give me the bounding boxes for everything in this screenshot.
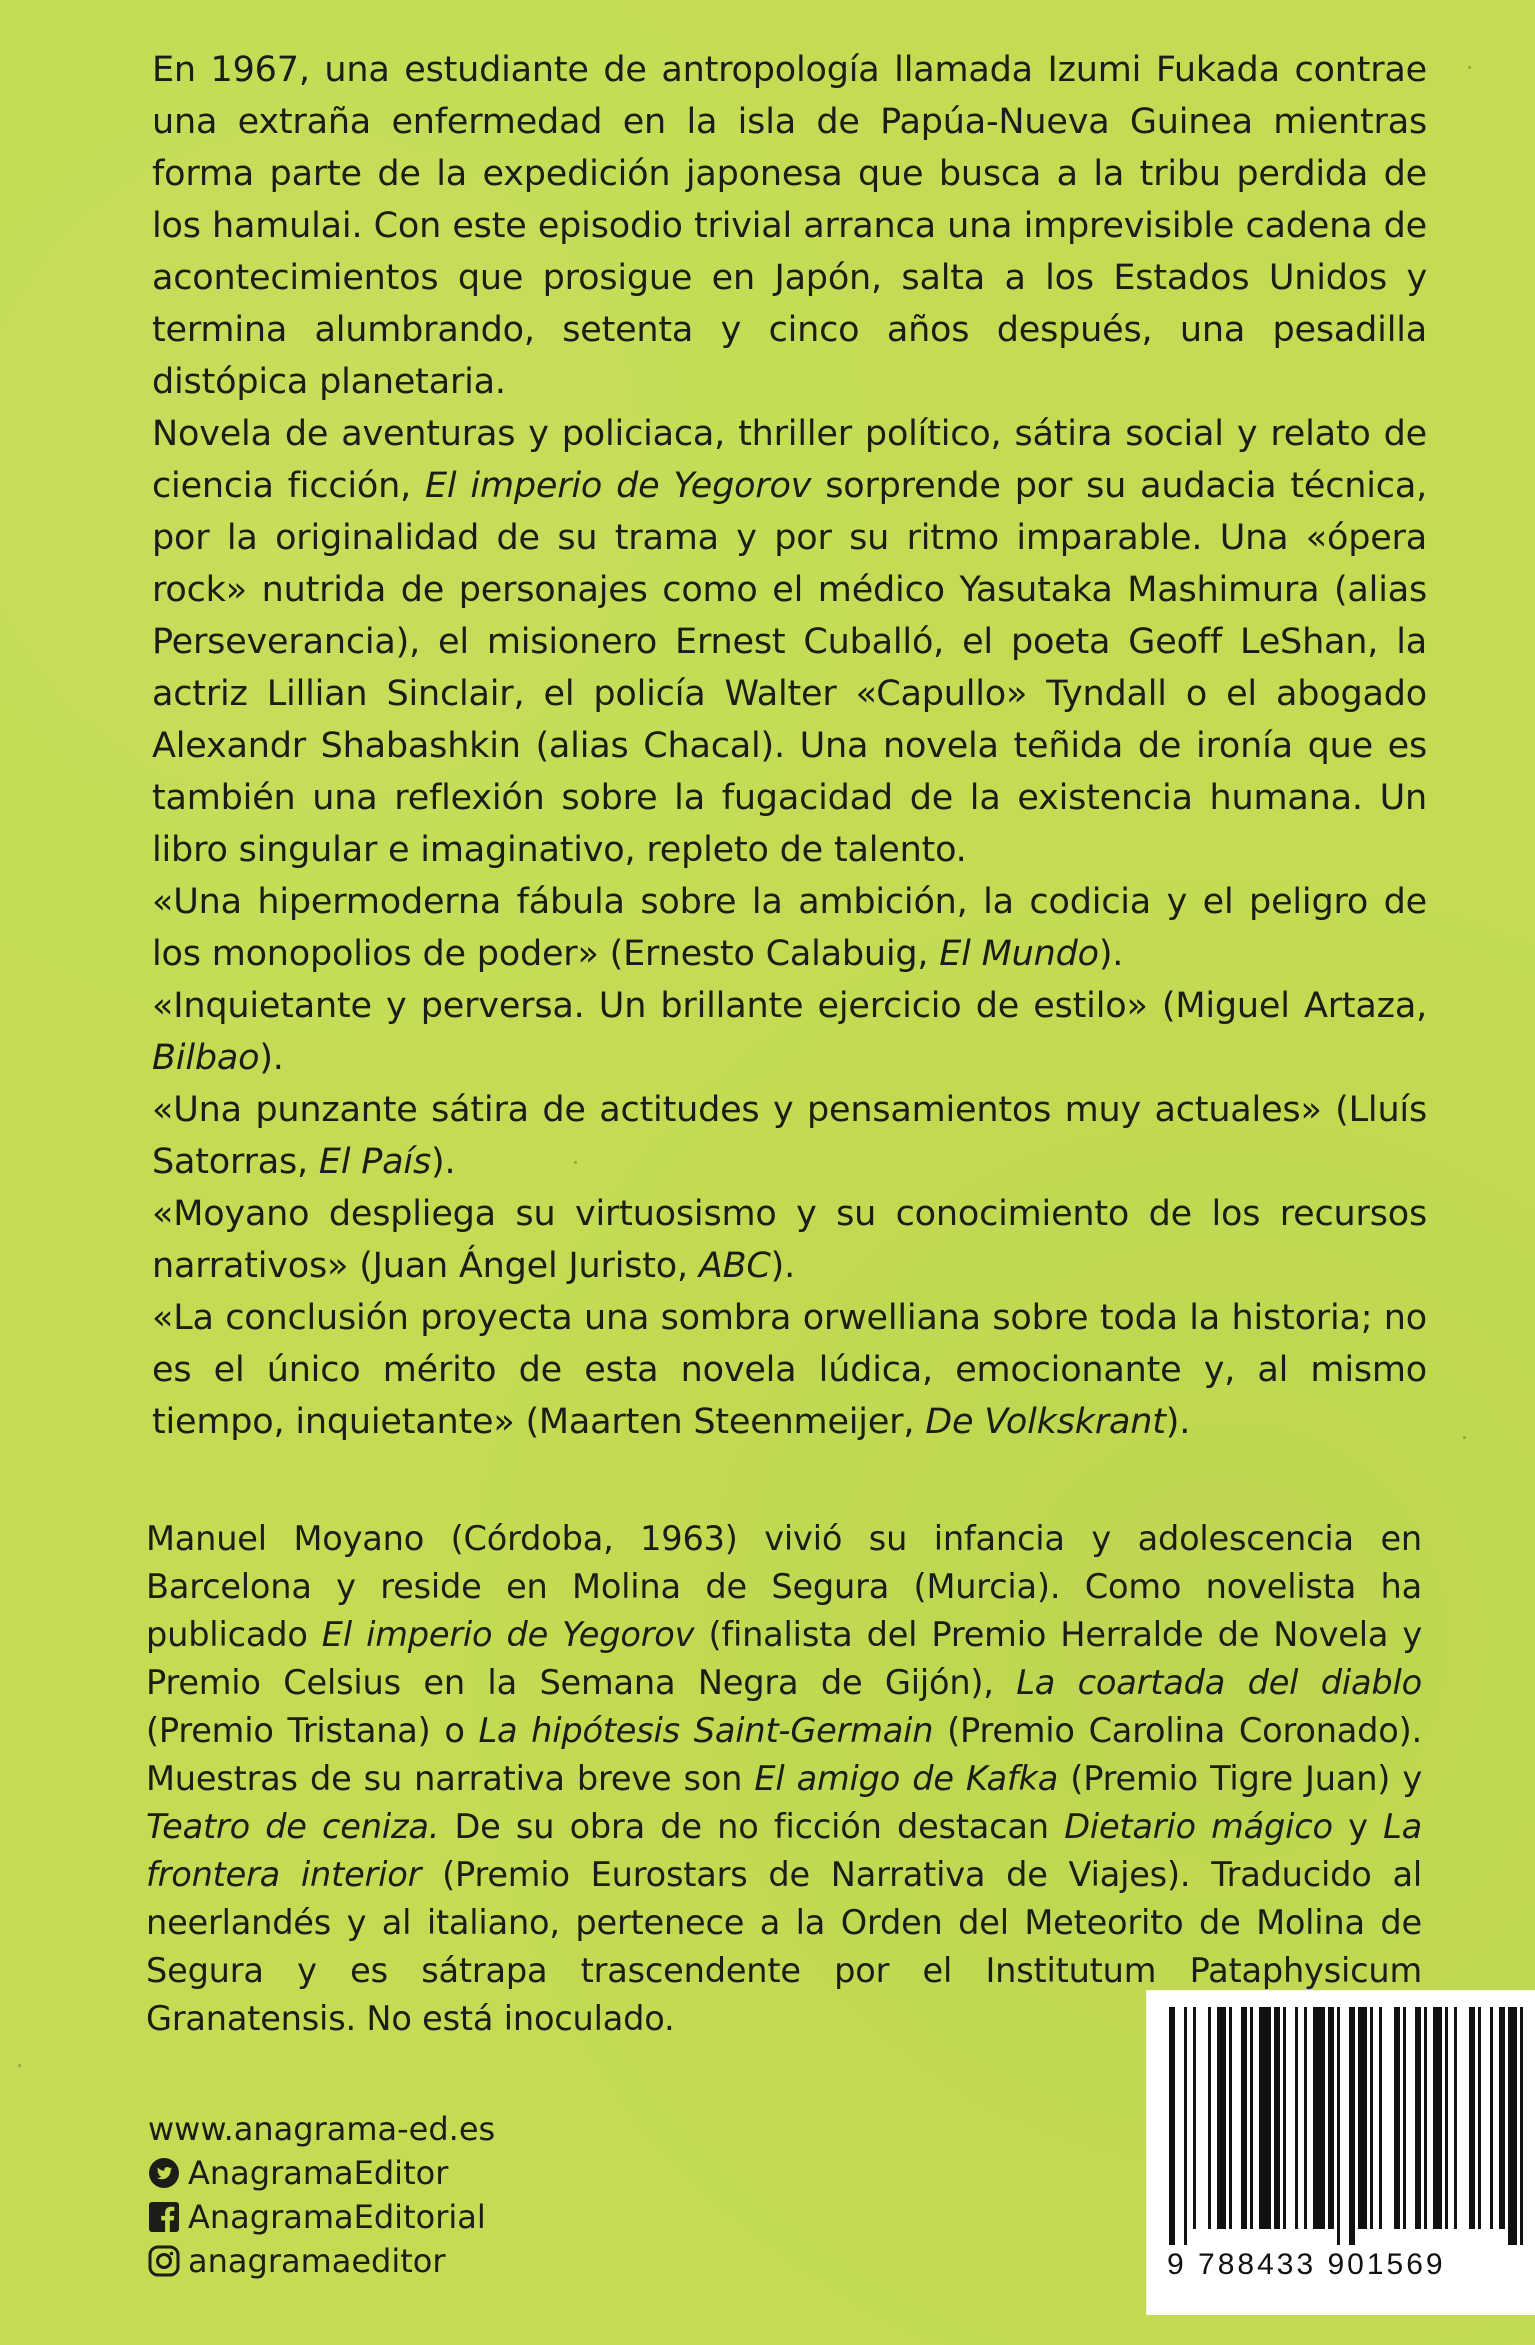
book-title: El imperio de Yegorov [425, 466, 812, 506]
barcode-bar [1394, 2007, 1400, 2229]
quote-source: ABC [698, 1246, 771, 1286]
barcode-bar [1304, 2007, 1307, 2229]
bio-text: Manuel Moyano (Córdoba, 1963) vivió su infancia y adolescencia en Barcelona y reside en Molina de Segura (Murcia). Como novelista ha publicado [146, 1519, 1422, 1654]
bio-text: (finalista del Premio Herralde de Novela y Premio Celsius en la Semana Negra de Gijón), [146, 1615, 1422, 1702]
barcode-bar [1499, 2007, 1505, 2229]
author-biography [146, 1515, 1422, 2043]
barcode-bar [1358, 2007, 1367, 2229]
barcode-bar [1217, 2007, 1226, 2229]
bio-text: y [1332, 1807, 1384, 1846]
instagram-row[interactable] [148, 2239, 528, 2283]
bio-text: (Premio Tigre Juan) y [1058, 1759, 1422, 1798]
quote-source: El País [318, 1142, 431, 1182]
barcode-bar [1520, 2007, 1523, 2245]
bio-text: (Premio Tristana) o [146, 1711, 479, 1750]
barcode-bar [1313, 2007, 1325, 2229]
review-quote [152, 1292, 1427, 1448]
review-quote [152, 1188, 1427, 1292]
work-title: Teatro de ceniza. [146, 1807, 440, 1846]
quote-text: «Una hipermoderna fábula sobre la ambición, la codicia y el peligro de los monopolios de poder» (Ernesto Calabuig, [152, 882, 1427, 974]
quote-closing: ). [430, 1142, 456, 1182]
barcode-bar [1415, 2007, 1421, 2229]
work-title: Dietario mágico [1064, 1807, 1333, 1846]
quote-text: «Una punzante sátira de actitudes y pensamientos muy actuales» (Lluís Satorras, [152, 1090, 1427, 1182]
isbn-number: 9 788433 901569 [1167, 2248, 1446, 2281]
work-title: El amigo de Kafka [754, 1759, 1059, 1798]
barcode-bar [1508, 2007, 1517, 2245]
synopsis [152, 44, 1427, 1448]
barcode-bar [1370, 2007, 1373, 2229]
synopsis-text: sorprende por su audacia técnica, por la originalidad de su trama y por su ritmo imparable. Una «ópera rock» nutrida de personajes como el médico Yasutaka Mashimura (alias Perseverancia), el misionero Ernest Cuballó, el poeta Geoff LeShan, la actriz Lillian Sinclair, el policía Walter «Capullo» Tyndall o el abogado Alexandr Shabashkin (alias Chacal). Una novela teñida de ironía que es también una reflexión sobre la fugacidad de la existencia humana. Un libro singular e imaginativo, repleto de talento. [152, 466, 1427, 870]
barcode-bar [1403, 2007, 1406, 2229]
review-quote [152, 980, 1427, 1084]
barcode-bar [1454, 2007, 1457, 2229]
quote-closing: ). [1165, 1402, 1191, 1442]
publisher-links [148, 2107, 528, 2283]
facebook-handle[interactable]: AnagramaEditorial [188, 2198, 486, 2236]
bio-text: (Premio Eurostars de Narrativa de Viajes). Traducido al neerlandés y al italiano, pertenece a la Orden del Meteorito de Molina de Segura y es sátrapa trascendente por el Institutum Pataphysicum Granatensis. No está inoculado. [146, 1855, 1422, 2038]
review-quote [152, 1084, 1427, 1188]
quote-source: Bilbao [152, 1038, 260, 1078]
barcode-bar [1478, 2007, 1481, 2229]
barcode-bar [1424, 2007, 1427, 2229]
barcode-bar [1208, 2007, 1211, 2229]
review-quote [152, 876, 1427, 980]
print-speck [574, 1161, 577, 1164]
barcode-bar [1337, 2007, 1340, 2245]
barcode-bar [1193, 2007, 1196, 2229]
quote-source: De Volkskrant [925, 1402, 1166, 1442]
barcode-bar [1295, 2007, 1298, 2229]
website-link[interactable]: www.anagrama-ed.es [148, 2110, 496, 2148]
facebook-icon [148, 2201, 180, 2233]
barcode-bar [1283, 2007, 1286, 2229]
work-title: La coartada del diablo [1016, 1663, 1422, 1702]
quote-closing: ). [259, 1038, 284, 1078]
twitter-handle[interactable]: AnagramaEditor [188, 2154, 449, 2192]
bio-text: De su obra de no ficción destacan [439, 1807, 1065, 1846]
quote-text: «Inquietante y perversa. Un brillante ejercicio de estilo» (Miguel Artaza, [152, 986, 1427, 1026]
facebook-row[interactable] [148, 2195, 528, 2239]
quote-closing: ). [1098, 934, 1124, 974]
twitter-icon [148, 2157, 180, 2189]
twitter-row[interactable] [148, 2151, 528, 2195]
barcode-bar [1328, 2007, 1334, 2229]
print-speck [1468, 66, 1471, 69]
print-speck [1463, 1436, 1466, 1439]
isbn-barcode [1146, 1990, 1535, 2315]
work-title: La hipótesis Saint-Germain [478, 1711, 934, 1750]
work-title: El imperio de Yegorov [321, 1615, 695, 1654]
barcode-bar [1274, 2007, 1280, 2229]
instagram-icon [148, 2245, 180, 2277]
barcode-bar [1349, 2007, 1355, 2245]
quote-closing: ). [770, 1246, 796, 1286]
quote-text: «La conclusión proyecta una sombra orwelliana sobre toda la historia; no es el único mérito de esta novela lúdica, emocionante y, al mismo tiempo, inquietante» (Maarten Steenmeijer, [152, 1298, 1427, 1442]
barcode-bar [1250, 2007, 1253, 2229]
bio-text: (Premio Carolina Coronado). Muestras de su narrativa breve son [146, 1711, 1422, 1798]
barcode-bar [1445, 2007, 1448, 2229]
barcode-bar [1169, 2007, 1175, 2245]
work-title: La frontera interior [146, 1807, 1422, 1894]
quote-text: «Moyano despliega su virtuosismo y su conocimiento de los recursos narrativos» (Juan Ángel Juristo, [152, 1194, 1427, 1286]
barcode-bar [1379, 2007, 1382, 2229]
barcode-bar [1229, 2007, 1232, 2229]
barcode-bar [1433, 2007, 1442, 2229]
barcode-bar [1259, 2007, 1271, 2229]
barcode-bar [1241, 2007, 1247, 2229]
barcode-bar [1469, 2007, 1475, 2229]
print-speck [18, 2064, 21, 2067]
barcode-bar [1184, 2007, 1187, 2245]
instagram-handle[interactable]: anagramaeditor [188, 2242, 446, 2280]
synopsis-paragraph [152, 408, 1427, 876]
website-row[interactable] [148, 2107, 528, 2151]
bio-paragraph [146, 1515, 1422, 2043]
quote-source: El Mundo [939, 934, 1099, 974]
synopsis-paragraph: En 1967, una estudiante de antropología llamada Izumi Fukada contrae una extraña enfermedad en la isla de Papúa-Nueva Guinea mientras forma parte de la expedición japonesa que busca a la tribu perdida de los hamulai. Con este episodio trivial arranca una imprevisible cadena de acontecimientos que prosigue en Japón, salta a los Estados Unidos y termina alumbrando, setenta y cinco años después, una pesadilla distópica planetaria. [152, 50, 1427, 402]
barcode-bar [1490, 2007, 1493, 2229]
synopsis-text: Novela de aventuras y policiaca, thriller político, sátira social y relato de ciencia ficción, [152, 414, 1427, 506]
